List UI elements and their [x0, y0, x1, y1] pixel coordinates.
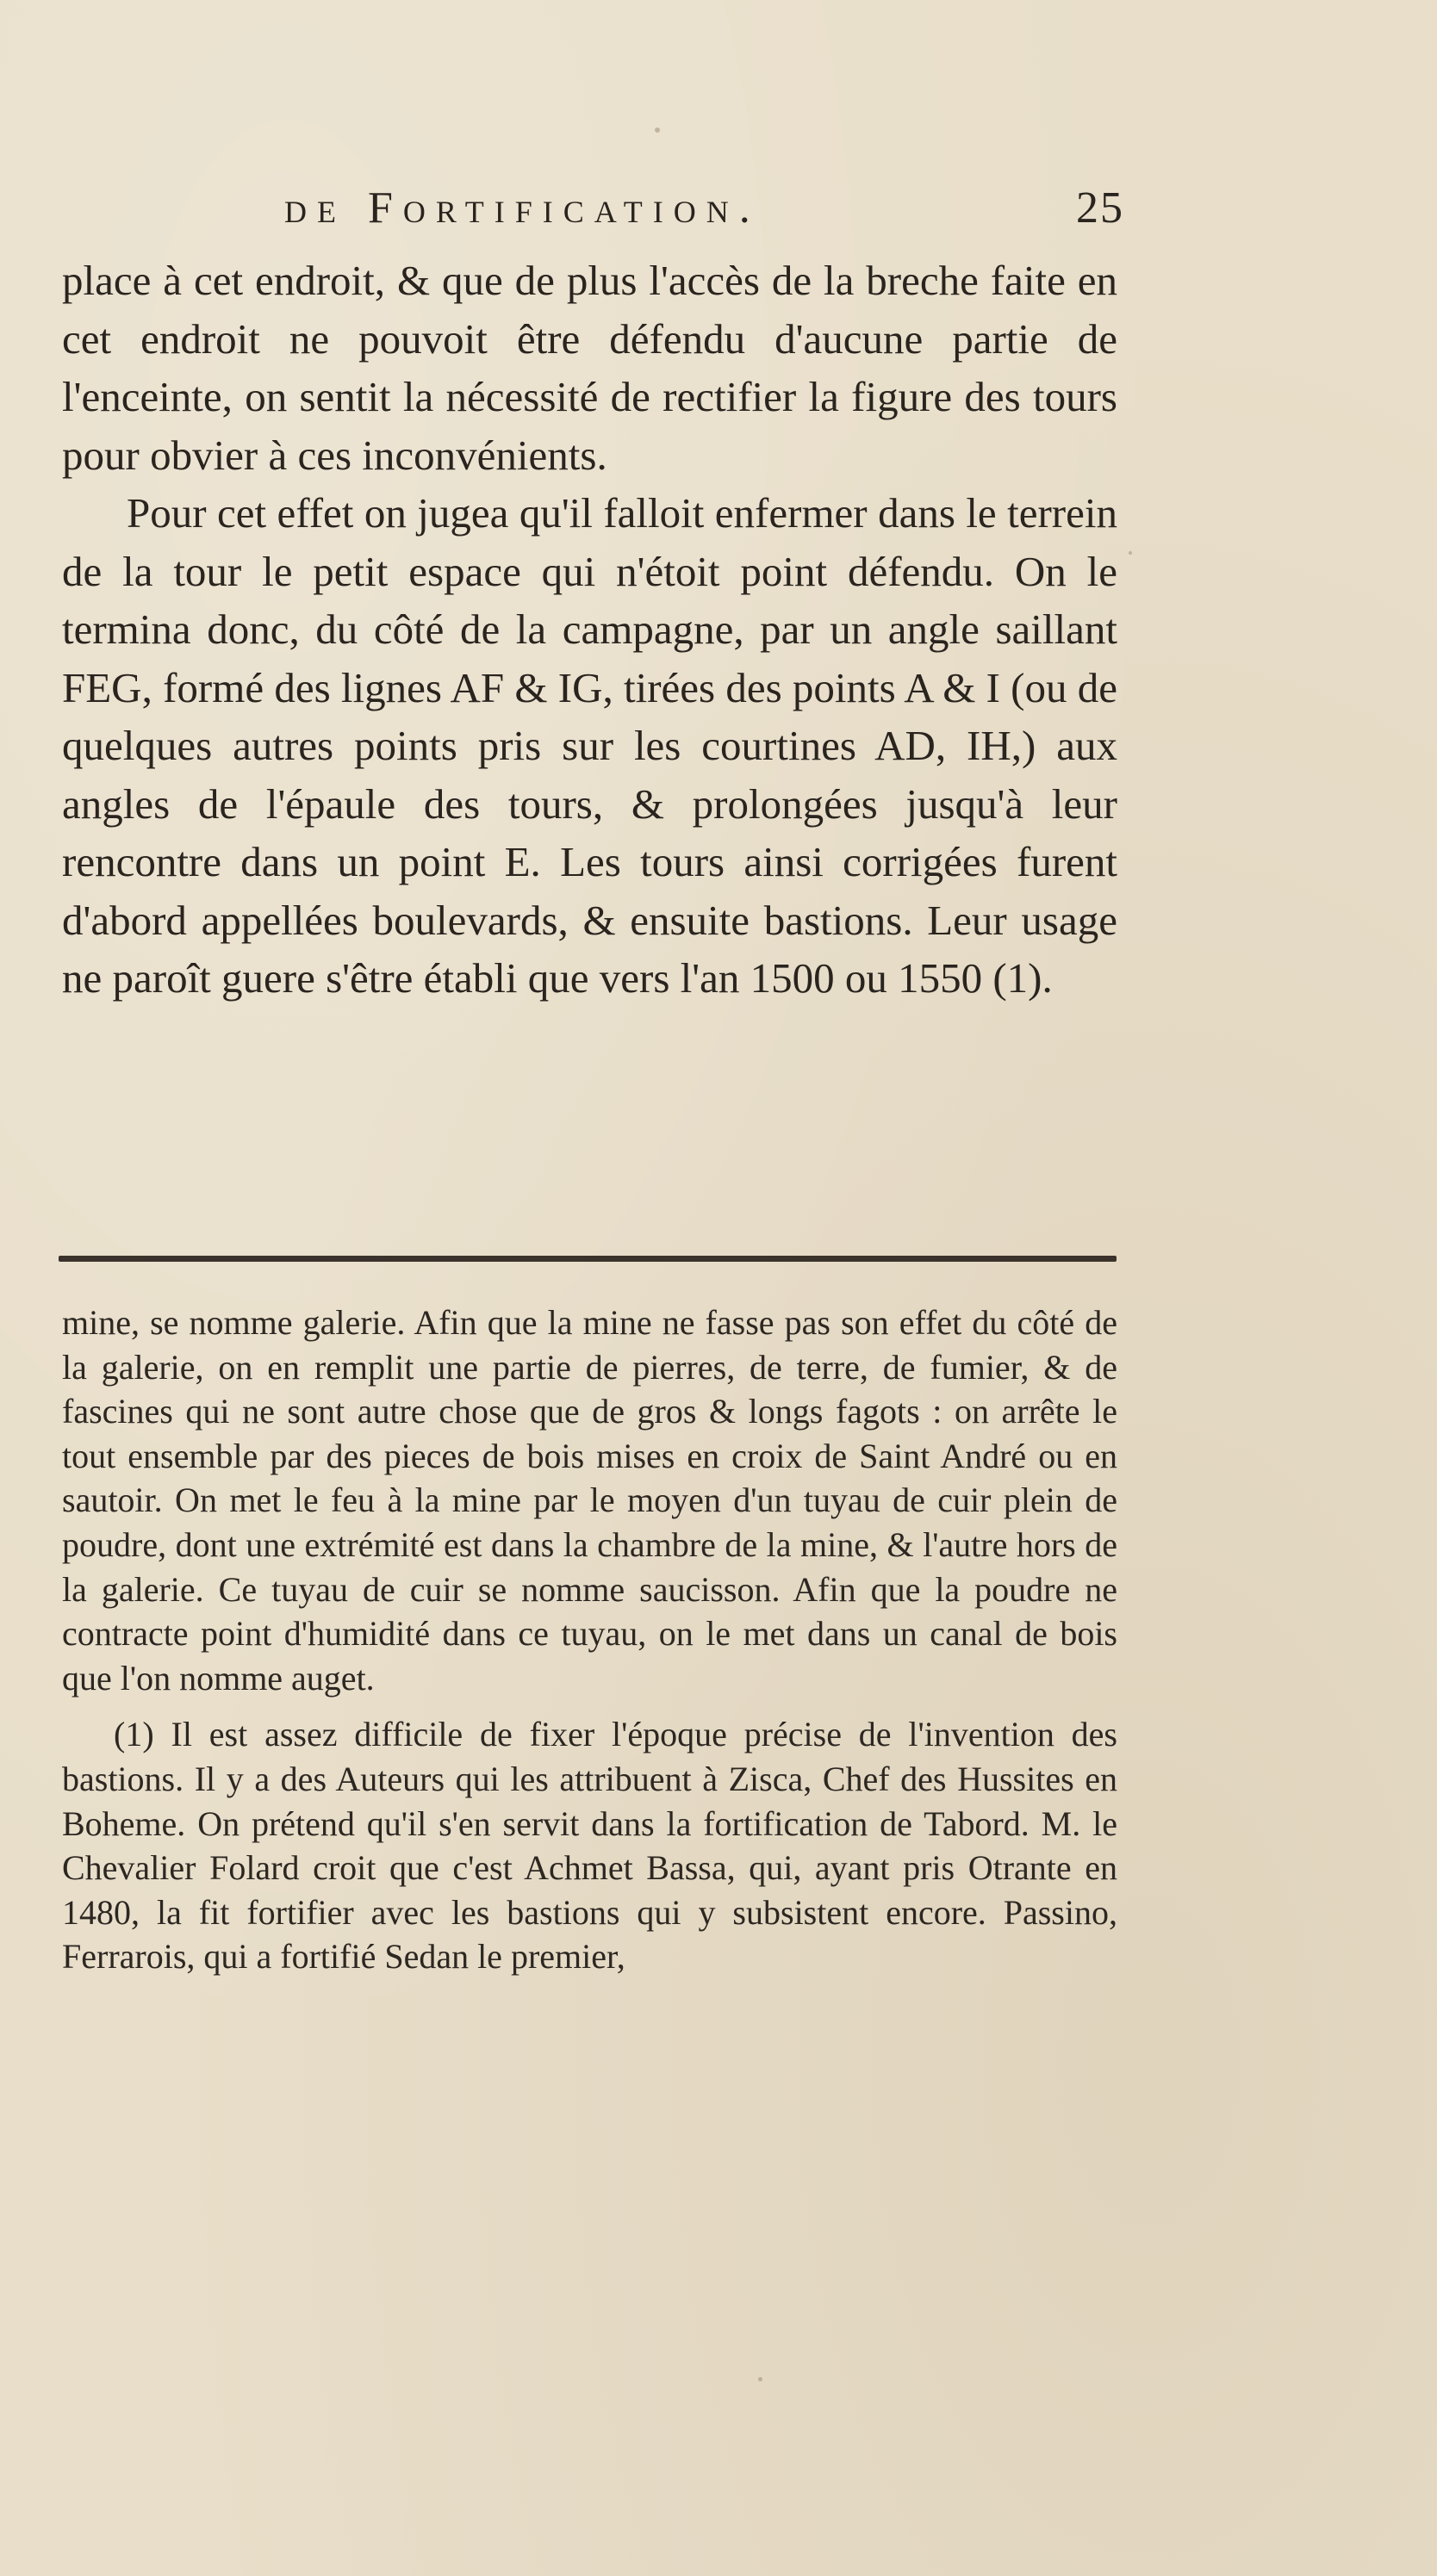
- paper-spot: [1129, 551, 1132, 555]
- page-number: 25: [1076, 183, 1124, 233]
- main-text: [62, 251, 1117, 1008]
- footnote-continuation: mine, se nomme galerie. Afin que la mine ne fasse pas son effet du côté de la galerie, on en remplit une partie de pierres, de terre, de fumier, & de fascines qui ne sont autre chose que de gros & longs fagots : on arrête le tout ensemble par des pieces de bois mises en croix de Saint André ou en sautoir. On met le feu à la mine par le moyen d'un tuyau de cuir plein de poudre, dont une extrémité est dans la chambre de la mine, & l'autre hors de la galerie. Ce tuyau de cuir se nomme saucisson. Afin que la poudre ne contracte point d'humidité dans ce tuyau, on le met dans un canal de bois que l'on nomme auget.: [62, 1303, 1117, 1698]
- main-paragraph-2: Pour cet effet on jugea qu'il falloit enfermer dans le terrein de la tour le petit espace qui n'étoit point défendu. On le termina donc, du côté de la campagne, par un angle saillant FEG, formé des lignes AF & IG, tirées des points A & I (ou de quelques autres points pris sur les courtines AD, IH,) aux angles de l'épaule des tours, & prolongées jusqu'à leur rencontre dans un point E. Les tours ainsi corrigées furent d'abord appellées boulevards, & ensuite bastions. Leur usage ne paroît guere s'être établi que vers l'an 1500 ou 1550 (1).: [62, 489, 1117, 1002]
- footnotes: [62, 1300, 1117, 1979]
- paper-spot: [655, 127, 660, 133]
- running-head: [284, 183, 1124, 243]
- running-head-title: de Fortification.: [284, 183, 761, 233]
- main-paragraph-1: place à cet endroit, & que de plus l'accès de la breche faite en cet endroit ne pouvoit être défendu d'aucune partie de l'enceinte, on sentit la nécessité de rectifier la figure des tours pour obvier à ces inconvénients.: [62, 257, 1117, 479]
- footnote-separator-rule: [59, 1256, 1117, 1262]
- footnote-1: (1) Il est assez difficile de fixer l'époque précise de l'invention des bastions. Il y a des Auteurs qui les attribuent à Zisca, Chef des Hussites en Boheme. On prétend qu'il s'en servit dans la fortification de Tabord. M. le Chevalier Folard croit que c'est Achmet Bassa, qui, ayant pris Otrante en 1480, la fit fortifier avec les bastions qui y subsistent encore. Passino, Ferrarois, qui a fortifié Sedan le premier,: [62, 1715, 1117, 1977]
- paper-spot: [758, 2377, 762, 2381]
